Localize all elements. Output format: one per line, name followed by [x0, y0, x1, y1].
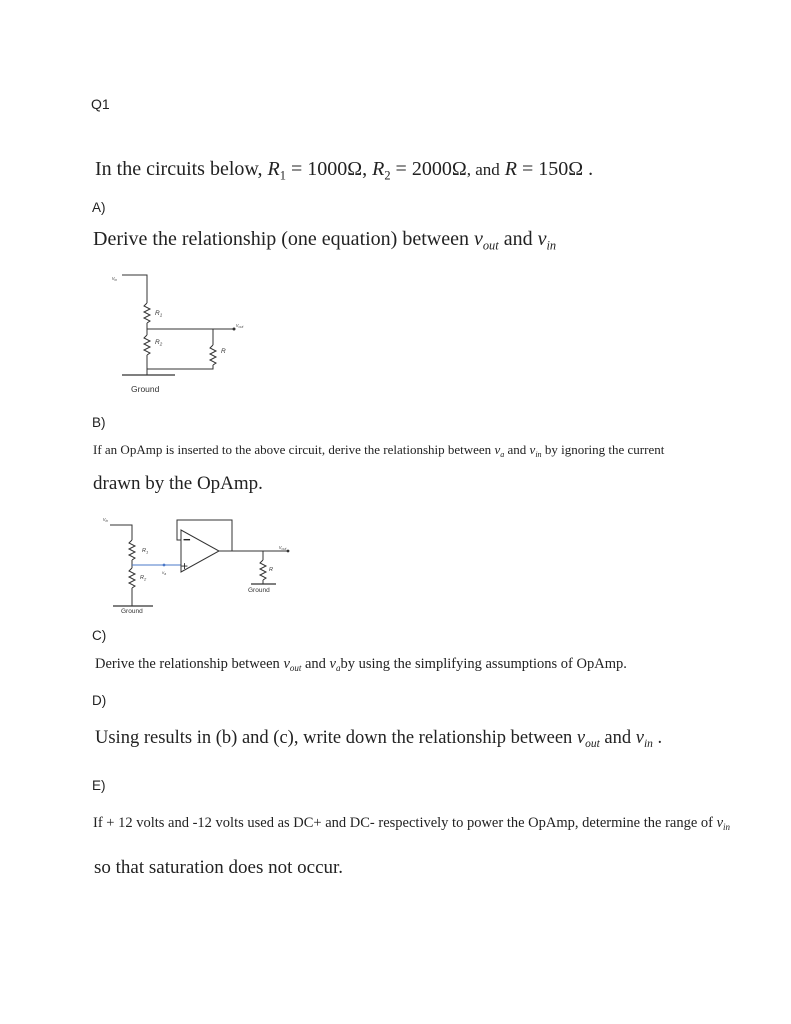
part-b-prompt-1: If an OpAmp is inserted to the above circuit, derive the relationship between [93, 442, 492, 457]
part-c-label: C) [92, 628, 107, 643]
r2-resistor [144, 335, 150, 355]
vin-symbol: v [716, 815, 724, 831]
part-d-label: D) [92, 693, 107, 708]
and-word: , and [466, 160, 500, 179]
question-number: Q1 [91, 96, 110, 112]
opamp-plus: + [181, 559, 189, 573]
va-symbol: v [494, 442, 501, 457]
opamp-minus: − [183, 532, 191, 547]
c1-vin-label: $v_{in}$ [112, 276, 118, 282]
vin-symbol: v [635, 728, 644, 748]
and-word: and [604, 728, 632, 748]
c2-input-wire [110, 525, 132, 540]
r-resistor [210, 345, 216, 365]
c2-r-label: R [269, 567, 273, 573]
va-symbol: v [329, 656, 336, 672]
c2-r1-label: $R_1$ [142, 548, 149, 555]
part-b-label: B) [92, 415, 106, 430]
c1-vout-label: $v_{out}$ [236, 323, 244, 329]
part-b-line2: drawn by the OpAmp. [93, 473, 263, 494]
r1-subscript: 1 [279, 168, 286, 183]
c2-r2-label: $R_2$ [140, 575, 147, 582]
part-c-prompt-2: by using the simplifying assumptions of OpAmp. [340, 656, 627, 672]
part-c-text [95, 656, 627, 673]
c2-va-node [163, 564, 166, 567]
part-b-prompt-2: by ignoring the current [544, 442, 665, 457]
period: . [588, 158, 594, 180]
r1-resistor [144, 303, 150, 323]
and-word: and [507, 442, 527, 457]
c2-ground-left-label: Ground [121, 608, 143, 615]
part-b-text [93, 442, 664, 459]
vin-subscript: in [643, 738, 653, 750]
c1-ground-label: Ground [131, 384, 160, 394]
part-a-prompt: Derive the relationship (one equation) between [93, 228, 469, 250]
intro-text [95, 158, 593, 183]
vout-symbol: v [283, 656, 290, 672]
vout-symbol: v [576, 728, 586, 748]
part-a-label: A) [92, 200, 106, 215]
va-subscript: a [335, 663, 341, 674]
part-d-text [95, 728, 662, 750]
c2-ground-right-label: Ground [248, 587, 270, 594]
r-symbol: R [504, 158, 517, 180]
c1-r1-label: $R_1$ [155, 310, 163, 318]
r2-symbol: R [372, 158, 385, 180]
r2-value: = 2000Ω [395, 158, 467, 180]
and-word: and [503, 228, 533, 250]
vin-subscript: in [535, 449, 542, 459]
c1-r2-label: $R_2$ [155, 339, 163, 347]
c2-vin-label: $v_{in}$ [103, 517, 109, 523]
va-subscript: a [500, 449, 505, 459]
r-value: = 150Ω [521, 158, 584, 180]
part-d-prompt: Using results in (b) and (c), write down the relationship between [95, 728, 573, 748]
r1-value: = 1000Ω [290, 158, 363, 180]
c2-va-label: $v_a$ [162, 570, 167, 576]
period: . [657, 728, 663, 748]
separator: , [362, 158, 368, 180]
r2-subscript: 2 [384, 168, 391, 183]
vout-subscript: out [482, 238, 499, 253]
part-e-line2: so that saturation does not occur. [94, 857, 344, 878]
part-e-label: E) [92, 778, 106, 793]
vin-symbol: v [537, 228, 547, 250]
part-c-prompt-1: Derive the relationship between [95, 656, 280, 672]
intro-lead: In the circuits below, [95, 158, 263, 180]
c2-r-resistor [260, 560, 266, 580]
vin-subscript: in [723, 822, 731, 833]
circuit-1-diagram [100, 265, 280, 400]
input-wire [122, 275, 147, 303]
circuit-2-diagram [95, 510, 305, 620]
and-word: and [304, 656, 326, 672]
c2-vout-terminal [287, 550, 290, 553]
vin-subscript: in [546, 238, 557, 253]
vin-symbol: v [529, 442, 536, 457]
c2-r2-resistor [129, 568, 135, 588]
part-a-text [93, 228, 556, 253]
part-e-text [93, 815, 730, 832]
vout-subscript: out [289, 663, 302, 674]
c1-r-label: R [221, 348, 226, 355]
r1-symbol: R [267, 158, 280, 180]
return-wire [147, 365, 213, 369]
c2-vout-label: $v_{out}$ [279, 545, 287, 551]
vout-subscript: out [585, 738, 600, 750]
part-e-prompt: If + 12 volts and -12 volts used as DC+ and DC- respectively to power the OpAmp, determine the range of [93, 815, 713, 831]
vout-symbol: v [473, 228, 483, 250]
c2-r1-resistor [129, 540, 135, 560]
